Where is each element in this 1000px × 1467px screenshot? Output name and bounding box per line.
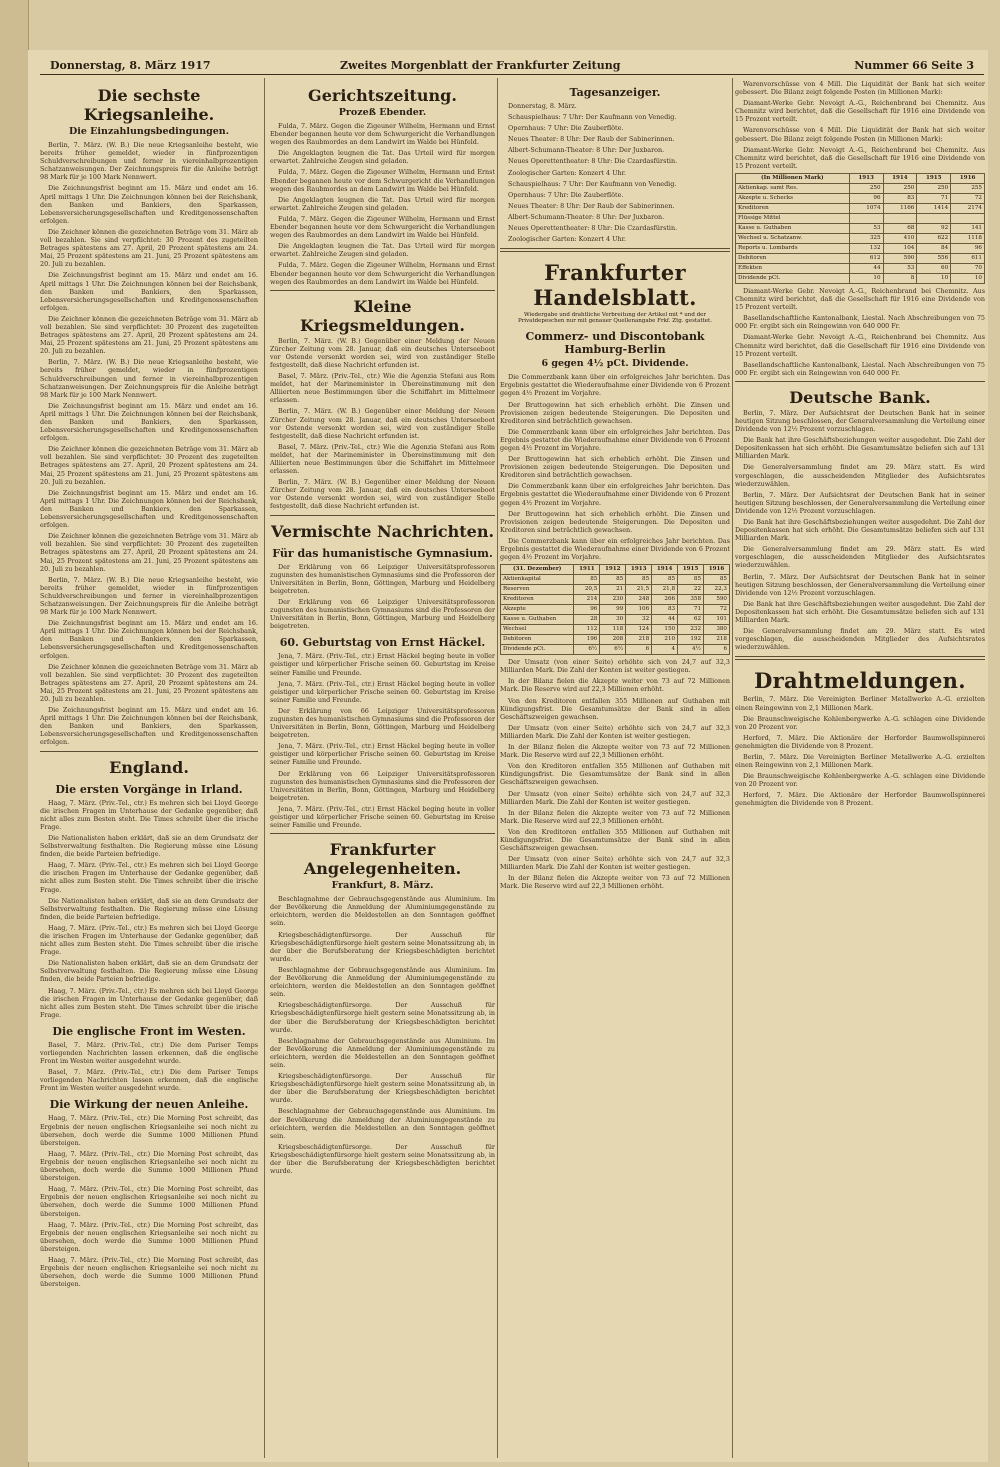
article-paragraph: Warenvorschüsse von 4 Mill. Die Liquidität der Bank hat sich weiter gebessert. Die Bilanz zeigt folgende Posten (in Millionen Mark): [735, 80, 985, 97]
dateline: Frankfurt, 8. März. [331, 880, 434, 892]
subhead-irland: Die ersten Vorgänge in Irland. [55, 782, 243, 796]
table-cell: Dividende pCt. [501, 645, 574, 655]
article-paragraph: Die Zeichnungsfrist beginnt am 15. März und endet am 16. April mittags 1 Uhr. Die Zeichnungen können bei der Reichsbank, den Banken und Bankiers, den Sparkassen, Lebensversicherungsgesellschaften und Kreditgenossenschaften erfolgen. [40, 706, 258, 747]
article-paragraph: Von den Kreditoren entfallen 355 Millionen auf Guthaben mit Kündigungsfrist. Die Gesamtumsätze der Bank sind in allen Geschäftszweigen gewachsen. [500, 696, 730, 721]
headline-gerichtszeitung: Gerichtszeitung. [308, 86, 457, 105]
table-cell: 2174 [951, 203, 985, 213]
article-paragraph: Berlin, 7. März. (W. B.) Gegenüber einer Meldung der Neuen Zürcher Zeitung vom 28. Januar, daß ein deutsches Unterseeboot vor Ostende versenkt worden sei, wird von zuständiger Stelle festgestellt, daß diese Nachricht erfunden ist. [270, 336, 495, 369]
table-row [736, 233, 985, 243]
headline-kriegsmeldungen: Kleine Kriegsmeldungen. [300, 296, 465, 335]
article-paragraph: Die Generalversammlung findet am 29. März statt. Es wird vorgeschlagen, die ausscheidenden Mitglieder des Aufsichtsrates wiederzuwählen. [735, 627, 985, 652]
article-paragraph: Die Angeklagten leugnen die Tat. Das Urteil wird für morgen erwartet. Zahlreiche Zeugen sind geladen. [270, 242, 495, 259]
table-cell: 44 [849, 263, 883, 273]
table-cell: 1118 [951, 233, 985, 243]
article-paragraph: Haag, 7. März. (Priv.-Tel., ctr.) Es mehren sich bei Lloyd George die irischen Fragen im Unterhause der Gedanke gegenüber, daß nicht alles zum Besten steht. Die Times schreibt über die irische Frage. [40, 923, 258, 957]
table-cell: Aktienkapital [501, 575, 574, 585]
column-3 [500, 80, 730, 1460]
article-paragraph: Die Angeklagten leugnen die Tat. Das Urteil wird für morgen erwartet. Zahlreiche Zeugen sind geladen. [270, 195, 495, 212]
wire-item: Berlin, 7. März. Die Vereinigten Berliner Metallwerke A.-G. erzielten einen Reingewinn von 2,1 Millionen Mark. [735, 752, 985, 770]
article-paragraph: Die Zeichnungsfrist beginnt am 15. März und endet am 16. April mittags 1 Uhr. Die Zeichnungen können bei der Reichsbank, den Banken und Bankiers, den Sparkassen, Lebensversicherungsgesellschaften und Kreditgenossenschaften erfolgen. [40, 184, 258, 225]
handelsblatt-note: Wiedergabe und drahtliche Verbreitung der Artikel mit * und der Privatdepeschen nur mit genauer Quellenangabe Frkf. Ztg. gestattet. [517, 312, 713, 325]
table-cell: 68 [883, 223, 917, 233]
table-cell: 6 [704, 645, 730, 655]
table-cell: Kasse u. Guthaben [501, 615, 574, 625]
table-cell: 72 [704, 605, 730, 615]
table-cell: 44 [652, 615, 678, 625]
article-paragraph: Der Erklärung von 66 Leipziger Universitätsprofessoren zugunsten des humanistischen Gymnasiums sind die Professoren der Universitäten in Berlin, Bonn, Göttingen, Marburg und Heidelberg beigetreten. [270, 597, 495, 631]
article-paragraph: Die Nationalisten haben erklärt, daß sie an dem Grundsatz der Selbstverwaltung festhalten. Die Regierung müsse eine Lösung finden, die beide Parteien befriedige. [40, 896, 258, 921]
table-cell: Debitoren [736, 253, 850, 263]
article-paragraph: Kriegsbeschädigtenfürsorge. Der Ausschuß für Kriegsbeschädigtenfürsorge hielt gestern seine Monatssitzung ab, in der über die Berufsberatung der Kriegsbeschädigten berichtet wurde. [270, 1072, 495, 1105]
table-cell: 410 [883, 233, 917, 243]
table-cell: 10 [849, 273, 883, 283]
table-header-cell: 1914 [883, 173, 917, 183]
headline-deutsche-bank: Deutsche Bank. [789, 387, 931, 407]
table-cell: 99 [600, 605, 626, 615]
article-paragraph: Basel, 7. März. (Priv.-Tel., ctr.) Wie die Agenzia Stefani aus Rom meldet, hat der Marineminister in Übereinstimmung mit den Alliierten neue Bestimmungen über die Schiffahrt im Mittelmeer erlassen. [270, 442, 495, 476]
article-paragraph: Die Zeichner können die gezeichneten Beträge vom 31. März ab voll bezahlen. Sie sind verpflichtet: 30 Prozent des zugeteilten Betrages spätestens am 27. April, 20 Prozent spätestens am 24. Mai, 25 Prozent spätestens am 21. Juni, 25 Prozent spätestens am 20. Juli zu bezahlen. [40, 227, 258, 269]
article-paragraph: Der Erklärung von 66 Leipziger Universitätsprofessoren zugunsten des humanistischen Gymnasiums sind die Professoren der Universitäten in Berlin, Bonn, Göttingen, Marburg und Heidelberg beigetreten. [270, 769, 495, 802]
headline-kriegsanleihe: Die sechste Kriegsanleihe. [83, 86, 215, 124]
article-paragraph: Haag, 7. März. (Priv.-Tel., ctr.) Die Morning Post schreibt, das Ergebnis der neuen englischen Kriegsanleihe sei noch nicht zu übersehen, doch werde die Summe 1000 Millionen Pfund übersteigen. [40, 1114, 258, 1147]
article-paragraph: Haag, 7. März. (Priv.-Tel., ctr.) Es mehren sich bei Lloyd George die irischen Fragen im Unterhause der Gedanke gegenüber, daß nicht alles zum Besten steht. Die Times schreibt über die irische Frage. [40, 798, 258, 831]
table-cell: 556 [917, 253, 951, 263]
article-paragraph: Der Erklärung von 66 Leipziger Universitätsprofessoren zugunsten des humanistischen Gymnasiums sind die Professoren der Universitäten in Berlin, Bonn, Göttingen, Marburg und Heidelberg beigetreten. [270, 706, 495, 740]
column-4 [735, 80, 985, 1460]
table-cell: 192 [678, 635, 704, 645]
article-paragraph: Die Nationalisten haben erklärt, daß sie an dem Grundsatz der Selbstverwaltung festhalten. Die Regierung müsse eine Lösung finden, die beide Parteien befriedige. [40, 833, 258, 859]
article-paragraph: Der Umsatz (von einer Seite) erhöhte sich von 24,7 auf 32,3 Milliarden Mark. Die Zahl der Konten ist weiter gestiegen. [500, 855, 730, 872]
table-cell: 255 [951, 183, 985, 193]
article-paragraph: Kriegsbeschädigtenfürsorge. Der Ausschuß für Kriegsbeschädigtenfürsorge hielt gestern seine Monatssitzung ab, in der über die Berufsberatung der Kriegsbeschädigten berichtet wurde. [270, 1001, 495, 1034]
article-paragraph: Berlin, 7. März. Der Aufsichtsrat der Deutschen Bank hat in seiner heutigen Sitzung beschlossen, der Generalversammlung die Verteilung einer Dividende von 12½ Prozent vorzuschlagen. [735, 490, 985, 515]
article-paragraph: Jena, 7. März. (Priv.-Tel., ctr.) Ernst Häckel beging heute in voller geistiger und körperlicher Frische seinen 60. Geburtstag im Kreise seiner Familie und Freunde. [270, 652, 495, 677]
agenda-item: Neues Operettentheater: 8 Uhr: Die Czardasfürstin. [508, 224, 678, 233]
table-row [501, 595, 730, 605]
table-cell: 85 [626, 575, 652, 585]
headline-vermischte: Vermischte Nachrichten. [270, 521, 495, 541]
table-cell: 21,5 [626, 585, 652, 595]
table-cell: 1074 [849, 203, 883, 213]
table-row [736, 243, 985, 253]
article-paragraph: Jena, 7. März. (Priv.-Tel., ctr.) Ernst Häckel beging heute in voller geistiger und körperlicher Frische seinen 60. Geburtstag im Kreise seiner Familie und Freunde. [270, 679, 495, 704]
table-cell: 92 [917, 223, 951, 233]
masthead-date: Donnerstag, 8. März 1917 [50, 59, 211, 72]
table-cell: 358 [678, 595, 704, 605]
table-cell: 6½ [574, 645, 600, 655]
table-cell: 62 [678, 615, 704, 625]
table-cell [917, 213, 951, 223]
table-cell: Wechsel [501, 625, 574, 635]
article-paragraph: Die Commerzbank kann über ein erfolgreiches Jahr berichten. Das Ergebnis gestattet die Wiederaufnahme einer Dividende von 6 Prozent gegen 4½ Prozent im Vorjahre. [500, 536, 730, 562]
table-cell: 4 [652, 645, 678, 655]
article-paragraph: Die Commerzbank kann über ein erfolgreiches Jahr berichten. Das Ergebnis gestattet die Wiederaufnahme einer Dividende von 6 Prozent gegen 4½ Prozent im Vorjahre. [500, 373, 730, 398]
table-cell: 85 [600, 575, 626, 585]
article-paragraph: Der Bruttogewinn hat sich erheblich erhöht. Die Zinsen und Provisionen zeigen bedeutende Steigerungen. Die Depositen und Kreditoren sind beträchtlich gewachsen. [500, 455, 730, 480]
table-header-cell: 1916 [951, 173, 985, 183]
table-header-cell: 1911 [574, 565, 600, 575]
article-paragraph: Fulda, 7. März. Gegen die Zigeuner Wilhelm, Hermann und Ernst Ebender begannen heute vor dem Schwurgericht die Verhandlungen wegen des Raubmordes an dem Landwirt im Walde bei Hünfeld. [270, 122, 495, 147]
article-paragraph: Berlin, 7. März. (W. B.) Gegenüber einer Meldung der Neuen Zürcher Zeitung vom 28. Januar, daß ein deutsches Unterseeboot vor Ostende versenkt worden sei, wird von zuständiger Stelle festgestellt, daß diese Nachricht erfunden ist. [270, 407, 495, 440]
masthead-title: Zweites Morgenblatt der Frankfurter Zeitung [340, 59, 621, 72]
table-cell: 124 [626, 625, 652, 635]
agenda-item: Opernhaus: 7 Uhr: Die Zauberflöte. [508, 190, 624, 199]
article-paragraph: Die Zeichner können die gezeichneten Beträge vom 31. März ab voll bezahlen. Sie sind verpflichtet: 30 Prozent des zugeteilten Betrages spätestens am 27. April, 20 Prozent spätestens am 24. Mai, 25 Prozent spätestens am 21. Juni, 25 Prozent spätestens am 20. Juli zu bezahlen. [40, 445, 258, 486]
article-paragraph: Der Erklärung von 66 Leipziger Universitätsprofessoren zugunsten des humanistischen Gymnasiums sind die Professoren der Universitäten in Berlin, Bonn, Göttingen, Marburg und Heidelberg beigetreten. [270, 562, 495, 595]
table-cell: 248 [626, 595, 652, 605]
table-cell: 141 [951, 223, 985, 233]
article-paragraph: Die Zeichner können die gezeichneten Beträge vom 31. März ab voll bezahlen. Sie sind verpflichtet: 30 Prozent des zugeteilten Betrages spätestens am 27. April, 20 Prozent spätestens am 24. Mai, 25 Prozent spätestens am 21. Juni, 25 Prozent spätestens am 20. Juli zu bezahlen. [40, 532, 258, 573]
column-rule [264, 78, 265, 1458]
subhead-wirkung-anleihe: Die Wirkung der neuen Anleihe. [49, 1098, 249, 1112]
article-paragraph: Basellandschaftliche Kantonalbank, Liestal. Nach Abschreibungen von 75 000 Fr. ergibt sich ein Reingewinn von 640 000 Fr. [735, 314, 985, 331]
table-cell: Aktienkap. samt Res. [736, 183, 850, 193]
table-cell: 60 [917, 263, 951, 273]
table-cell: 380 [704, 625, 730, 635]
table-cell: 1414 [917, 203, 951, 213]
subhead-prozess: Prozeß Ebender. [338, 107, 427, 118]
table-row [736, 193, 985, 203]
wire-item: Herford, 7. März. Die Aktionäre der Herforder Baumwollspinnerei genehmigten die Dividende von 8 Prozent. [735, 733, 985, 750]
column-1 [40, 80, 258, 1460]
article-paragraph: Die Bank hat ihre Geschäftsbeziehungen weiter ausgedehnt. Die Zahl der Depositenkassen hat sich erhöht. Die Gesamtumsätze beliefen sich auf 131 Milliarden Mark. [735, 599, 985, 625]
divider [40, 751, 258, 752]
headline-frankfurter-angelegenheiten: Frankfurter Angelegenheiten. [303, 840, 462, 879]
table-cell: 132 [849, 243, 883, 253]
article-paragraph: Jena, 7. März. (Priv.-Tel., ctr.) Ernst Häckel beging heute in voller geistiger und körperlicher Frische seinen 60. Geburtstag im Kreise seiner Familie und Freunde. [270, 742, 495, 767]
agenda-item: Neues Theater: 8 Uhr: Der Raub der Sabinerinnen. [508, 135, 675, 144]
table-cell: 590 [704, 595, 730, 605]
table-row [501, 575, 730, 585]
table-cell: 230 [600, 595, 626, 605]
article-paragraph: Berlin, 7. März. (W. B.) Die neue Kriegsanleihe besteht, wie bereits früher gemeldet, wieder in fünfprozentigen Schuldverschreibungen und ferner in viereinhalbprozentigen Schatzanweisungen. Der Zeichnungspreis für die Anleihe beträgt 98 Mark für je 100 Mark Nennwert. [40, 358, 258, 399]
table-cell [849, 213, 883, 223]
double-divider [735, 656, 985, 660]
article-paragraph: Berlin, 7. März. Der Aufsichtsrat der Deutschen Bank hat in seiner heutigen Sitzung beschlossen, der Generalversammlung die Verteilung einer Dividende von 12½ Prozent vorzuschlagen. [735, 572, 985, 597]
table-cell: 590 [883, 253, 917, 263]
article-paragraph: Haag, 7. März. (Priv.-Tel., ctr.) Die Morning Post schreibt, das Ergebnis der neuen englischen Kriegsanleihe sei noch nicht zu übersehen, doch werde die Summe 1000 Millionen Pfund übersteigen. [40, 1149, 258, 1183]
table-cell: 72 [951, 193, 985, 203]
article-paragraph: Der Umsatz (von einer Seite) erhöhte sich von 24,7 auf 32,3 Milliarden Mark. Die Zahl der Konten ist weiter gestiegen. [500, 658, 730, 675]
agenda-item: Opernhaus: 7 Uhr: Die Zauberflöte. [508, 124, 624, 133]
agenda-item: Albert-Schumann-Theater: 8 Uhr: Der Juxbaron. [508, 146, 665, 155]
article-paragraph: Haag, 7. März. (Priv.-Tel., ctr.) Die Morning Post schreibt, das Ergebnis der neuen englischen Kriegsanleihe sei noch nicht zu übersehen, doch werde die Summe 1000 Millionen Pfund übersteigen. [40, 1185, 258, 1218]
article-paragraph: Die Bank hat ihre Geschäftsbeziehungen weiter ausgedehnt. Die Zahl der Depositenkassen hat sich erhöht. Die Gesamtumsätze beliefen sich auf 131 Milliarden Mark. [735, 518, 985, 543]
table-cell: 622 [917, 233, 951, 243]
article-paragraph: Die Zeichnungsfrist beginnt am 15. März und endet am 16. April mittags 1 Uhr. Die Zeichnungen können bei der Reichsbank, den Banken und Bankiers, den Sparkassen, Lebensversicherungsgesellschaften und Kreditgenossenschaften erfolgen. [40, 619, 258, 660]
table-cell: 83 [883, 193, 917, 203]
table-cell: 250 [917, 183, 951, 193]
table-row [736, 203, 985, 213]
table-cell: Dividende pCt. [736, 273, 850, 283]
table-cell: Kreditoren [501, 595, 574, 605]
headline-commerzbank: Commerz- und Discontobank Hamburg-Berlin [525, 330, 705, 357]
agenda-title: Tagesanzeiger. [569, 86, 661, 99]
table-header-cell: (In Millionen Mark) [736, 173, 850, 183]
article-paragraph: Haag, 7. März. (Priv.-Tel., ctr.) Die Morning Post schreibt, das Ergebnis der neuen englischen Kriegsanleihe sei noch nicht zu übersehen, doch werde die Summe 1000 Millionen Pfund übersteigen. [40, 1255, 258, 1289]
article-paragraph: Die Bank hat ihre Geschäftsbeziehungen weiter ausgedehnt. Die Zahl der Depositenkassen hat sich erhöht. Die Gesamtumsätze beliefen sich auf 131 Milliarden Mark. [735, 436, 985, 461]
table-cell: 32 [626, 615, 652, 625]
bank-balance-table [735, 173, 985, 284]
table-cell: 6 [626, 645, 652, 655]
article-paragraph: Die Zeichnungsfrist beginnt am 15. März und endet am 16. April mittags 1 Uhr. Die Zeichnungen können bei der Reichsbank, den Banken und Bankiers, den Sparkassen, Lebensversicherungsgesellschaften und Kreditgenossenschaften erfolgen. [40, 488, 258, 530]
table-cell: 218 [626, 635, 652, 645]
article-paragraph: Von den Kreditoren entfallen 355 Millionen auf Guthaben mit Kündigungsfrist. Die Gesamtumsätze der Bank sind in allen Geschäftszweigen gewachsen. [500, 762, 730, 787]
table-row [501, 635, 730, 645]
article-paragraph: Der Bruttogewinn hat sich erheblich erhöht. Die Zinsen und Provisionen zeigen bedeutende Steigerungen. Die Depositen und Kreditoren sind beträchtlich gewachsen. [500, 400, 730, 425]
masthead [40, 58, 984, 75]
article-paragraph: In der Bilanz fielen die Akzepte weiter von 73 auf 72 Millionen Mark. Die Reserve wird auf 22,3 Millionen erhöht. [500, 808, 730, 825]
table-header-cell: 1913 [626, 565, 652, 575]
article-paragraph: Kriegsbeschädigtenfürsorge. Der Ausschuß für Kriegsbeschädigtenfürsorge hielt gestern seine Monatssitzung ab, in der über die Berufsberatung der Kriegsbeschädigten berichtet wurde. [270, 930, 495, 963]
table-cell: 30 [600, 615, 626, 625]
table-cell: 20,5 [574, 585, 600, 595]
table-row [736, 273, 985, 283]
table-cell: 266 [652, 595, 678, 605]
table-cell: Kreditoren [736, 203, 850, 213]
table-cell: 10 [917, 273, 951, 283]
table-header-cell: 1915 [917, 173, 951, 183]
table-cell: 106 [626, 605, 652, 615]
divider [735, 381, 985, 382]
article-paragraph: Fulda, 7. März. Gegen die Zigeuner Wilhelm, Hermann und Ernst Ebender begannen heute vor dem Schwurgericht die Verhandlungen wegen des Raubmordes an dem Landwirt im Walde bei Hünfeld. [270, 168, 495, 193]
article-paragraph: Haag, 7. März. (Priv.-Tel., ctr.) Es mehren sich bei Lloyd George die irischen Fragen im Unterhause der Gedanke gegenüber, daß nicht alles zum Besten steht. Die Times schreibt über die irische Frage. [40, 986, 258, 1019]
agenda-item: Zoologischer Garten: Konzert 4 Uhr. [508, 168, 626, 177]
column-rule [497, 78, 498, 1458]
table-cell: 53 [849, 223, 883, 233]
subhead-dividende: 6 gegen 4½ pCt. Dividende. [541, 358, 689, 370]
subhead-einzahlung: Die Einzahlungsbedingungen. [68, 126, 230, 137]
table-row [736, 253, 985, 263]
article-paragraph: Berlin, 7. März. (W. B.) Gegenüber einer Meldung der Neuen Zürcher Zeitung vom 28. Januar, daß ein deutsches Unterseeboot vor Ostende versenkt worden sei, wird von zuständiger Stelle festgestellt, daß diese Nachricht erfunden ist. [270, 478, 495, 511]
table-cell: 232 [678, 625, 704, 635]
table-header-cell: 1912 [600, 565, 626, 575]
table-cell: Akzepte [501, 605, 574, 615]
table-cell: 10 [951, 273, 985, 283]
masthead-page: Nummer 66 Seite 3 [854, 59, 974, 72]
table-cell: 85 [704, 575, 730, 585]
table-cell: 71 [678, 605, 704, 615]
table-cell: 83 [652, 605, 678, 615]
article-paragraph: Basel, 7. März. (Priv.-Tel., ctr.) Die dem Pariser Temps vorliegenden Nachrichten lassen erkennen, daß die englische Front im Westen weiter ausgedehnt wurde. [40, 1040, 258, 1066]
headline-england: England. [109, 757, 189, 777]
article-paragraph: Diamant-Werke Gebr. Nevoigt A.-G., Reichenbrand bei Chemnitz. Aus Chemnitz wird berichtet, daß die Gesellschaft für 1916 eine Dividende von 15 Prozent verteilt. [735, 145, 985, 170]
table-header-cell: 1914 [652, 565, 678, 575]
table-cell: 4½ [678, 645, 704, 655]
wire-item: Berlin, 7. März. Die Vereinigten Berliner Metallwerke A.-G. erzielten einen Reingewinn von 2,1 Millionen Mark. [735, 695, 985, 712]
table-row [501, 605, 730, 615]
article-paragraph: Berlin, 7. März. Der Aufsichtsrat der Deutschen Bank hat in seiner heutigen Sitzung beschlossen, der Generalversammlung die Verteilung einer Dividende von 12½ Prozent vorzuschlagen. [735, 408, 985, 434]
table-cell: 612 [849, 253, 883, 263]
divider [270, 515, 495, 516]
table-cell: 250 [883, 183, 917, 193]
article-paragraph: Beschlagnahme der Gebrauchsgegenstände aus Aluminium. Im der Bevölkerung die Anmeldung der Aluminiumgegenstände zu erleichtern, werden die Meldestellen an den Sonntagen geöffnet sein. [270, 895, 495, 928]
table-row [501, 585, 730, 595]
table-row [736, 213, 985, 223]
table-cell: 70 [951, 263, 985, 273]
table-cell: 325 [849, 233, 883, 243]
table-cell: 1166 [883, 203, 917, 213]
article-paragraph: Haag, 7. März. (Priv.-Tel., ctr.) Es mehren sich bei Lloyd George die irischen Fragen im Unterhause der Gedanke gegenüber, daß nicht alles zum Besten steht. Die Times schreibt über die irische Frage. [40, 861, 258, 894]
table-cell: 104 [883, 243, 917, 253]
table-row [736, 223, 985, 233]
table-header-cell: 1915 [678, 565, 704, 575]
table-cell: 196 [574, 635, 600, 645]
table-cell: 85 [678, 575, 704, 585]
article-paragraph: Die Generalversammlung findet am 29. März statt. Es wird vorgeschlagen, die ausscheidenden Mitglieder des Aufsichtsrates wiederzuwählen. [735, 463, 985, 488]
subhead-englische-front: Die englische Front im Westen. [52, 1024, 246, 1038]
article-paragraph: Die Commerzbank kann über ein erfolgreiches Jahr berichten. Das Ergebnis gestattet die Wiederaufnahme einer Dividende von 6 Prozent gegen 4½ Prozent im Vorjahre. [500, 427, 730, 452]
article-paragraph: Haag, 7. März. (Priv.-Tel., ctr.) Die Morning Post schreibt, das Ergebnis der neuen englischen Kriegsanleihe sei noch nicht zu übersehen, doch werde die Summe 1000 Millionen Pfund übersteigen. [40, 1220, 258, 1253]
subhead-haeckel: 60. Geburtstag von Ernst Häckel. [279, 636, 486, 650]
article-paragraph: Beschlagnahme der Gebrauchsgegenstände aus Aluminium. Im der Bevölkerung die Anmeldung der Aluminiumgegenstände zu erleichtern, werden die Meldestellen an den Sonntagen geöffnet sein. [270, 965, 495, 999]
agenda-item: Albert-Schumann-Theater: 8 Uhr: Der Juxbaron. [508, 212, 665, 221]
article-paragraph: In der Bilanz fielen die Akzepte weiter von 73 auf 72 Millionen Mark. Die Reserve wird auf 22,3 Millionen erhöht. [500, 874, 730, 891]
table-cell: 96 [849, 193, 883, 203]
wire-item: Die Braunschweigische Kohlenbergwerke A.-G. schlagen eine Dividende von 20 Prozent vor. [735, 714, 985, 731]
table-cell [951, 213, 985, 223]
article-paragraph: Beschlagnahme der Gebrauchsgegenstände aus Aluminium. Im der Bevölkerung die Anmeldung der Aluminiumgegenstände zu erleichtern, werden die Meldestellen an den Sonntagen geöffnet sein. [270, 1107, 495, 1140]
table-cell: 21 [600, 585, 626, 595]
table-cell: 218 [704, 635, 730, 645]
article-paragraph: Die Zeichner können die gezeichneten Beträge vom 31. März ab voll bezahlen. Sie sind verpflichtet: 30 Prozent des zugeteilten Betrages spätestens am 27. April, 20 Prozent spätestens am 24. Mai, 25 Prozent spätestens am 21. Juni, 25 Prozent spätestens am 20. Juli zu bezahlen. [40, 314, 258, 356]
table-cell: 85 [574, 575, 600, 585]
table-row [501, 615, 730, 625]
article-paragraph: Berlin, 7. März. (W. B.) Die neue Kriegsanleihe besteht, wie bereits früher gemeldet, wieder in fünfprozentigen Schuldverschreibungen und ferner in viereinhalbprozentigen Schatzanweisungen. Der Zeichnungspreis für die Anleihe beträgt 98 Mark für je 100 Mark Nennwert. [40, 575, 258, 617]
table-cell: 208 [600, 635, 626, 645]
article-paragraph: Die Zeichnungsfrist beginnt am 15. März und endet am 16. April mittags 1 Uhr. Die Zeichnungen können bei der Reichsbank, den Banken und Bankiers, den Sparkassen, Lebensversicherungsgesellschaften und Kreditgenossenschaften erfolgen. [40, 271, 258, 312]
table-cell: Reports u. Lombards [736, 243, 850, 253]
agenda-date: Donnerstag, 8. März. [508, 102, 577, 110]
table-cell: 250 [849, 183, 883, 193]
table-cell: Wechsel u. Schatzanw. [736, 233, 850, 243]
table-cell: 150 [652, 625, 678, 635]
article-paragraph: Diamant-Werke Gebr. Nevoigt A.-G., Reichenbrand bei Chemnitz. Aus Chemnitz wird berichtet, daß die Gesellschaft für 1916 eine Dividende von 15 Prozent verteilt. [735, 99, 985, 124]
column-2 [270, 80, 495, 1460]
table-cell: 21,8 [652, 585, 678, 595]
article-paragraph: Die Generalversammlung findet am 29. März statt. Es wird vorgeschlagen, die ausscheidenden Mitglieder des Aufsichtsrates wiederzuwählen. [735, 545, 985, 570]
article-paragraph: Jena, 7. März. (Priv.-Tel., ctr.) Ernst Häckel beging heute in voller geistiger und körperlicher Frische seinen 60. Geburtstag im Kreise seiner Familie und Freunde. [270, 804, 495, 830]
table-cell [883, 213, 917, 223]
article-paragraph: Beschlagnahme der Gebrauchsgegenstände aus Aluminium. Im der Bevölkerung die Anmeldung der Aluminiumgegenstände zu erleichtern, werden die Meldestellen an den Sonntagen geöffnet sein. [270, 1036, 495, 1069]
article-paragraph: Diamant-Werke Gebr. Nevoigt A.-G., Reichenbrand bei Chemnitz. Aus Chemnitz wird berichtet, daß die Gesellschaft für 1916 eine Dividende von 15 Prozent verteilt. [735, 286, 985, 312]
table-cell: 22,3 [704, 585, 730, 595]
table-row [736, 183, 985, 193]
table-header-cell: 1913 [849, 173, 883, 183]
article-paragraph: Basel, 7. März. (Priv.-Tel., ctr.) Die dem Pariser Temps vorliegenden Nachrichten lassen erkennen, daß die englische Front im Westen weiter ausgedehnt wurde. [40, 1068, 258, 1093]
table-row [501, 645, 730, 655]
table-cell: Flüssige Mittel [736, 213, 850, 223]
wire-item: Herford, 7. März. Die Aktionäre der Herforder Baumwollspinnerei genehmigten die Dividende von 8 Prozent. [735, 791, 985, 808]
table-header-cell: 1916 [704, 565, 730, 575]
article-paragraph: Fulda, 7. März. Gegen die Zigeuner Wilhelm, Hermann und Ernst Ebender begannen heute vor dem Schwurgericht die Verhandlungen wegen des Raubmordes an dem Landwirt im Walde bei Hünfeld. [270, 261, 495, 286]
headline-handelsblatt: Frankfurter Handelsblatt. [533, 260, 697, 311]
article-paragraph: Die Zeichner können die gezeichneten Beträge vom 31. März ab voll bezahlen. Sie sind verpflichtet: 30 Prozent des zugeteilten Betrages spätestens am 27. April, 20 Prozent spätestens am 24. Mai, 25 Prozent spätestens am 21. Juni, 25 Prozent spätestens am 20. Juli zu bezahlen. [40, 662, 258, 703]
article-paragraph: Die Commerzbank kann über ein erfolgreiches Jahr berichten. Das Ergebnis gestattet die Wiederaufnahme einer Dividende von 6 Prozent gegen 4½ Prozent im Vorjahre. [500, 482, 730, 507]
table-row [501, 625, 730, 635]
article-paragraph: Der Umsatz (von einer Seite) erhöhte sich von 24,7 auf 32,3 Milliarden Mark. Die Zahl der Konten ist weiter gestiegen. [500, 723, 730, 740]
table-cell: 85 [652, 575, 678, 585]
article-paragraph: Von den Kreditoren entfallen 355 Millionen auf Guthaben mit Kündigungsfrist. Die Gesamtumsätze der Bank sind in allen Geschäftszweigen gewachsen. [500, 827, 730, 853]
agenda-item: Zoologischer Garten: Konzert 4 Uhr. [508, 235, 626, 244]
commerzbank-table [500, 564, 730, 655]
table-cell: 96 [951, 243, 985, 253]
headline-drahtmeldungen: Drahtmeldungen. [754, 668, 966, 694]
table-cell: 6½ [600, 645, 626, 655]
article-paragraph: Berlin, 7. März. (W. B.) Die neue Kriegsanleihe besteht, wie bereits früher gemeldet, wieder in fünfprozentigen Schuldverschreibungen und ferner in viereinhalbprozentigen Schatzanweisungen. Der Zeichnungspreis für die Anleihe beträgt 98 Mark für je 100 Mark Nennwert. [40, 141, 258, 182]
agenda-item: Neues Operettentheater: 8 Uhr: Die Czardasfürstin. [508, 157, 678, 166]
double-divider [500, 248, 730, 252]
article-paragraph: Basellandschaftliche Kantonalbank, Liestal. Nach Abschreibungen von 75 000 Fr. ergibt sich ein Reingewinn von 640 000 Fr. [735, 360, 985, 377]
article-paragraph: Die Angeklagten leugnen die Tat. Das Urteil wird für morgen erwartet. Zahlreiche Zeugen sind geladen. [270, 149, 495, 166]
article-paragraph: Kriegsbeschädigtenfürsorge. Der Ausschuß für Kriegsbeschädigtenfürsorge hielt gestern seine Monatssitzung ab, in der über die Berufsberatung der Kriegsbeschädigten berichtet wurde. [270, 1142, 495, 1176]
table-cell: Kasse u. Guthaben [736, 223, 850, 233]
article-paragraph: Die Nationalisten haben erklärt, daß sie an dem Grundsatz der Selbstverwaltung festhalten. Die Regierung müsse eine Lösung finden, die beide Parteien befriedige. [40, 959, 258, 984]
table-cell: 210 [652, 635, 678, 645]
article-paragraph: In der Bilanz fielen die Akzepte weiter von 73 auf 72 Millionen Mark. Die Reserve wird auf 22,3 Millionen erhöht. [500, 677, 730, 694]
article-paragraph: Warenvorschüsse von 4 Mill. Die Liquidität der Bank hat sich weiter gebessert. Die Bilanz zeigt folgende Posten (in Millionen Mark): [735, 126, 985, 143]
table-cell: 8 [883, 273, 917, 283]
table-cell: 112 [574, 625, 600, 635]
article-paragraph: Die Zeichnungsfrist beginnt am 15. März und endet am 16. April mittags 1 Uhr. Die Zeichnungen können bei der Reichsbank, den Banken und Bankiers, den Sparkassen, Lebensversicherungsgesellschaften und Kreditgenossenschaften erfolgen. [40, 401, 258, 443]
table-cell: 71 [917, 193, 951, 203]
table-cell: 96 [574, 605, 600, 615]
table-cell: 84 [917, 243, 951, 253]
article-paragraph: Diamant-Werke Gebr. Nevoigt A.-G., Reichenbrand bei Chemnitz. Aus Chemnitz wird berichtet, daß die Gesellschaft für 1916 eine Dividende von 15 Prozent verteilt. [735, 333, 985, 358]
agenda-item: Schauspielhaus: 7 Uhr: Der Kaufmann von Venedig. [508, 179, 677, 188]
article-paragraph: Fulda, 7. März. Gegen die Zigeuner Wilhelm, Hermann und Ernst Ebender begannen heute vor dem Schwurgericht die Verhandlungen wegen des Raubmordes an dem Landwirt im Walde bei Hünfeld. [270, 214, 495, 240]
table-header-cell: (31. Dezember) [501, 565, 574, 575]
subhead-gymnasium: Für das humanistische Gymnasium. [272, 546, 493, 560]
table-cell: Debitoren [501, 635, 574, 645]
divider [270, 833, 495, 834]
article-paragraph: In der Bilanz fielen die Akzepte weiter von 73 auf 72 Millionen Mark. Die Reserve wird auf 22,3 Millionen erhöht. [500, 743, 730, 760]
article-paragraph: Der Bruttogewinn hat sich erheblich erhöht. Die Zinsen und Provisionen zeigen bedeutende Steigerungen. Die Depositen und Kreditoren sind beträchtlich gewachsen. [500, 509, 730, 534]
table-cell: 101 [704, 615, 730, 625]
table-cell: Reserven [501, 585, 574, 595]
column-rule [732, 78, 733, 1458]
divider [270, 290, 495, 291]
table-row [736, 263, 985, 273]
table-cell: 118 [600, 625, 626, 635]
table-cell: 22 [678, 585, 704, 595]
wire-item: Die Braunschweigische Kohlenbergwerke A.-G. schlagen eine Dividende von 20 Prozent vor. [735, 772, 985, 789]
article-paragraph: Basel, 7. März. (Priv.-Tel., ctr.) Wie die Agenzia Stefani aus Rom meldet, hat der Marineminister in Übereinstimmung mit den Alliierten neue Bestimmungen über die Schiffahrt im Mittelmeer erlassen. [270, 372, 495, 405]
table-cell: 53 [883, 263, 917, 273]
left-page-edge [0, 0, 29, 1467]
table-cell: 214 [574, 595, 600, 605]
article-paragraph: Der Umsatz (von einer Seite) erhöhte sich von 24,7 auf 32,3 Milliarden Mark. Die Zahl der Konten ist weiter gestiegen. [500, 789, 730, 806]
agenda-item: Neues Theater: 8 Uhr: Der Raub der Sabinerinnen. [508, 201, 675, 210]
agenda-item: Schauspielhaus: 7 Uhr: Der Kaufmann von Venedig. [508, 113, 677, 122]
table-cell: Effekten [736, 263, 850, 273]
table-cell: 611 [951, 253, 985, 263]
table-cell: 28 [574, 615, 600, 625]
table-cell: Akzepte u. Schecks [736, 193, 850, 203]
